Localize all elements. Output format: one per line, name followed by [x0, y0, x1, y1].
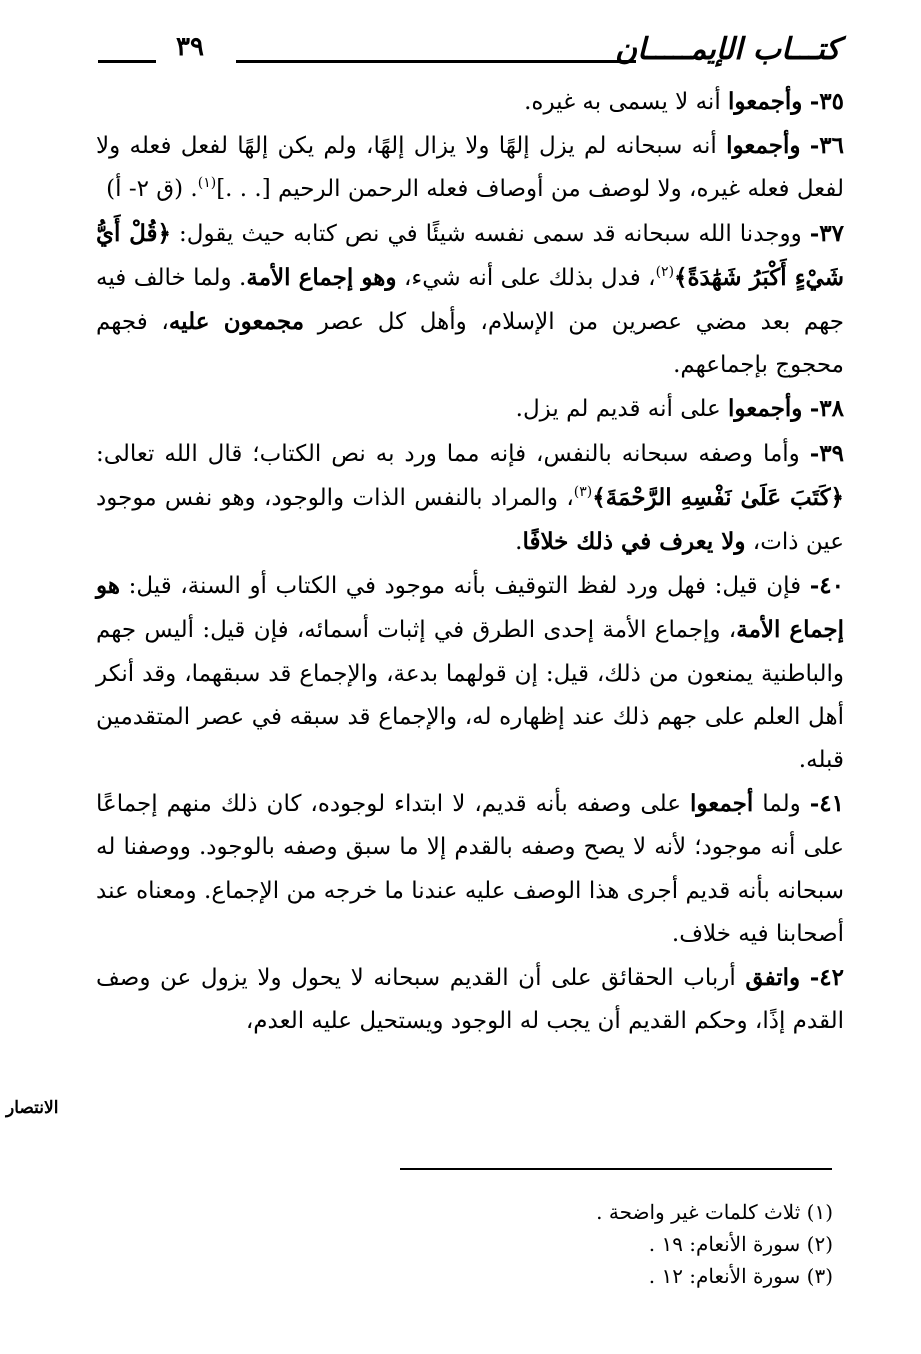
footnote-ref[interactable]: (١): [197, 175, 217, 192]
paragraph-text: ، فدل بذلك على أنه شيء،: [396, 264, 656, 291]
bold-term: هو إجماع الأمة: [96, 572, 844, 644]
paragraph-text: .: [515, 529, 523, 556]
paragraph-text: على وصفه بأنه قديم، لا ابتداء لوجوده، كان ذلك منهم إجماعًا على أنه موجود؛ لأنه لا يصح وصفه بالقدم إلا ما سبق وصفه بالوجود. ووصفنا له سبحانه بأنه قديم أجرى هذا الوصف عليه عندنا ما خرجه من الإجماع. ومعناه عند أصحابنا فيه خلاف.: [96, 791, 844, 947]
page-number: ٣٩: [176, 32, 204, 62]
paragraph-text: . (ق ٢- أ): [106, 176, 198, 203]
paragraph-text: ، وإجماع الأمة إحدى الطرق في إثبات أسمائه، فإن قيل: أليس جهم والباطنية يمنعون من ذلك، قيل: إن قولهما بدعة، والإجماع قد سبقهما، وقد أنكر أهل العلم على جهم ذلك عند إظهاره له، والإجماع قد سبقه في عصر المتقدمين قبله.: [96, 617, 844, 774]
bold-term: وهو إجماع الأمة: [246, 263, 397, 291]
paragraph-text: وأما وصفه سبحانه بالنفس، فإنه مما ورد به نص الكتاب؛ قال الله تعالى:: [96, 440, 810, 467]
paragraph-38: [96, 387, 844, 431]
quran-quote: ﴿قُلْ أَيُّ شَيْءٍ أَكْبَرُ شَهَٰدَةً﴾: [96, 219, 844, 291]
paragraph-37: [96, 212, 844, 388]
paragraph-text: على أنه قديم لم يزل.: [515, 396, 729, 423]
footnote-item: (٣) سورة الأنعام: ١٢ .: [648, 1264, 833, 1288]
paragraph-41: [96, 782, 844, 956]
header-rule-middle: [236, 60, 636, 63]
paragraph-35: [96, 80, 844, 124]
quran-quote: ﴿كَتَبَ عَلَىٰ نَفْسِهِ الرَّحْمَةَ﴾: [592, 483, 845, 511]
paragraph-number: ٣٧-: [809, 219, 844, 247]
page-header: [90, 26, 840, 76]
paragraph-text: فإن قيل: فهل ورد لفظ التوقيف بأنه موجود في الكتاب أو السنة، قيل:: [120, 573, 810, 600]
margin-note: الانتصار: [6, 1098, 59, 1118]
footnote-item: (١) ثلاث كلمات غير واضحة .: [596, 1200, 833, 1224]
paragraph-text: أنه سبحانه لم يزل إلهًا ولا يزال إلهًا، ولم يكن إلهًا لفعل فعله ولا لفعل فعله غيره، ولا لوصف من أوصاف فعله الرحمن الرحيم [. . .]: [96, 133, 844, 203]
paragraph-text: أنه لا يسمى به غيره.: [524, 89, 729, 115]
paragraph-36: [96, 124, 844, 211]
bold-term: وأجمعوا: [726, 132, 801, 160]
footnote-item: (٢) سورة الأنعام: ١٩ .: [648, 1232, 833, 1256]
footnote-ref[interactable]: (٢): [655, 263, 675, 280]
paragraph-text: ووجدنا الله سبحانه قد سمى نفسه شيئًا في نص كتابه حيث يقول:: [171, 220, 810, 247]
main-text: [96, 80, 844, 1043]
bold-term: مجمعون عليه: [168, 308, 305, 336]
bold-term: وأجمعوا: [728, 395, 803, 423]
footnote-ref[interactable]: (٣): [573, 483, 593, 500]
paragraph-text: ، والمراد بالنفس الذات والوجود، وهو نفس موجود عين ذات،: [96, 484, 844, 556]
footnotes: [133, 1196, 833, 1292]
header-rule-left: [98, 60, 156, 63]
bold-term: وأجمعوا: [728, 88, 803, 115]
paragraph-number: ٤٢-: [809, 964, 845, 992]
paragraph-number: ٤٠-: [809, 572, 844, 600]
paragraph-number: ٣٥-: [809, 88, 844, 115]
bold-term: أجمعوا: [689, 790, 754, 818]
paragraph-number: ٣٨-: [809, 395, 844, 423]
paragraph-39: [96, 432, 844, 565]
paragraph-number: ٣٩-: [809, 439, 844, 467]
paragraph-40: [96, 564, 844, 782]
book-title: كتـــاب الإيمـــــان: [615, 32, 840, 67]
paragraph-text: ، فجهم محجوج بإجماعهم.: [96, 309, 844, 379]
paragraph-number: ٣٦-: [809, 132, 844, 160]
paragraph-text: أرباب الحقائق على أن القديم سبحانه لا يحول ولا يزول عن وصف القدم إذًا، وحكم القديم أن يجب له الوجود ويستحيل عليه العدم،: [96, 965, 844, 1035]
bold-term: ولا يعرف في ذلك خلافًا: [522, 528, 746, 556]
paragraph-text: . ولما خالف فيه جهم بعد مضي عصرين من الإسلام، وأهل كل عصر: [96, 264, 845, 336]
paragraph-number: ٤١-: [809, 790, 845, 818]
footnote-divider: [400, 1168, 832, 1170]
paragraph-42: [96, 956, 844, 1043]
paragraph-text: ولما: [753, 791, 810, 818]
bold-term: واتفق: [745, 964, 801, 992]
